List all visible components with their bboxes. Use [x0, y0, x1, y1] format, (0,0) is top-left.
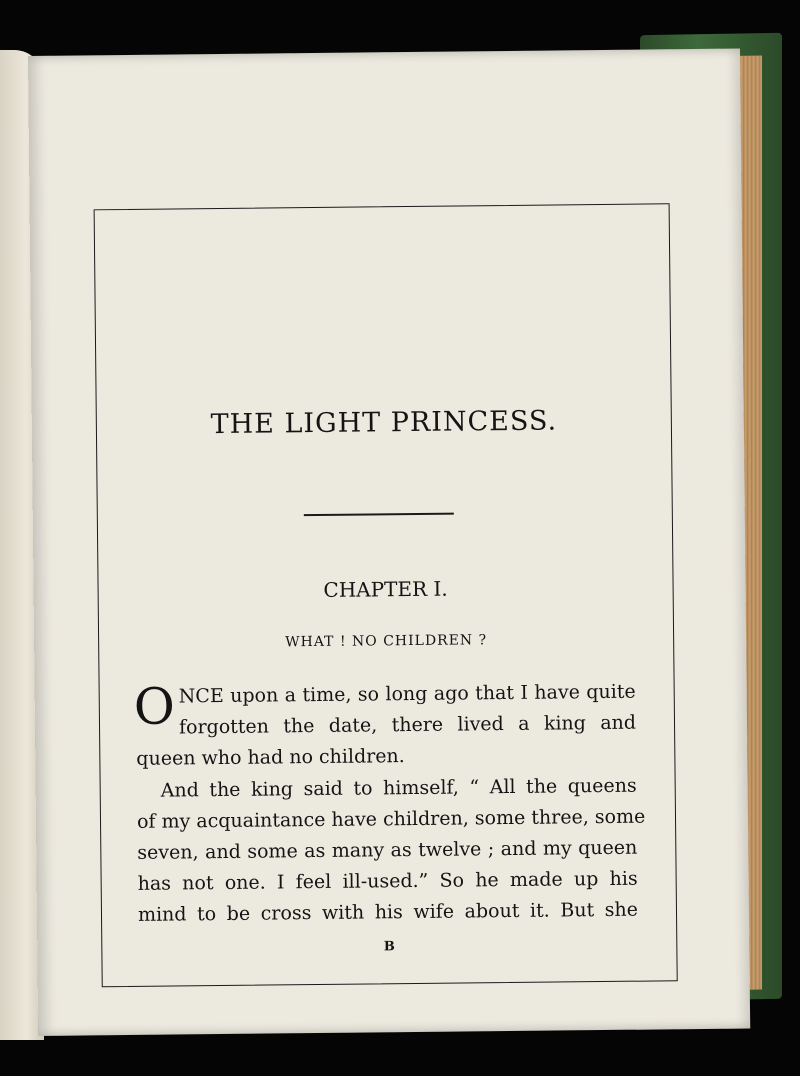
- text-line: mind to be cross with his wife about it. But she: [137, 899, 639, 927]
- text-line: has not one. I feel ill-used.” So he made up his: [137, 867, 638, 896]
- paragraph-1: [133, 677, 637, 776]
- book-page: [28, 49, 750, 1036]
- book-title: THE LIGHT PRINCESS.: [210, 405, 558, 441]
- drop-cap: O: [133, 677, 176, 736]
- text-line: NCE upon a time, so long ago that I have quite: [178, 680, 636, 708]
- chapter-subtitle: WHAT ! NO CHILDREN ?: [285, 632, 488, 651]
- text-line: seven, and some as many as twelve ; and my queen: [137, 836, 638, 864]
- text-line: queen who had no children.: [136, 745, 405, 771]
- text-line: of my acquaintance have children, some three, some: [136, 805, 646, 833]
- text-line: And the king said to himself, “ All the queens: [160, 774, 637, 802]
- paragraph-2: [136, 770, 646, 931]
- text-line: forgotten the date, there lived a king and: [178, 711, 637, 739]
- title-divider: [304, 513, 454, 517]
- page-border-frame: [94, 203, 678, 987]
- body-text: [133, 677, 646, 932]
- chapter-heading: CHAPTER I.: [323, 576, 448, 602]
- signature-mark: B: [383, 939, 395, 955]
